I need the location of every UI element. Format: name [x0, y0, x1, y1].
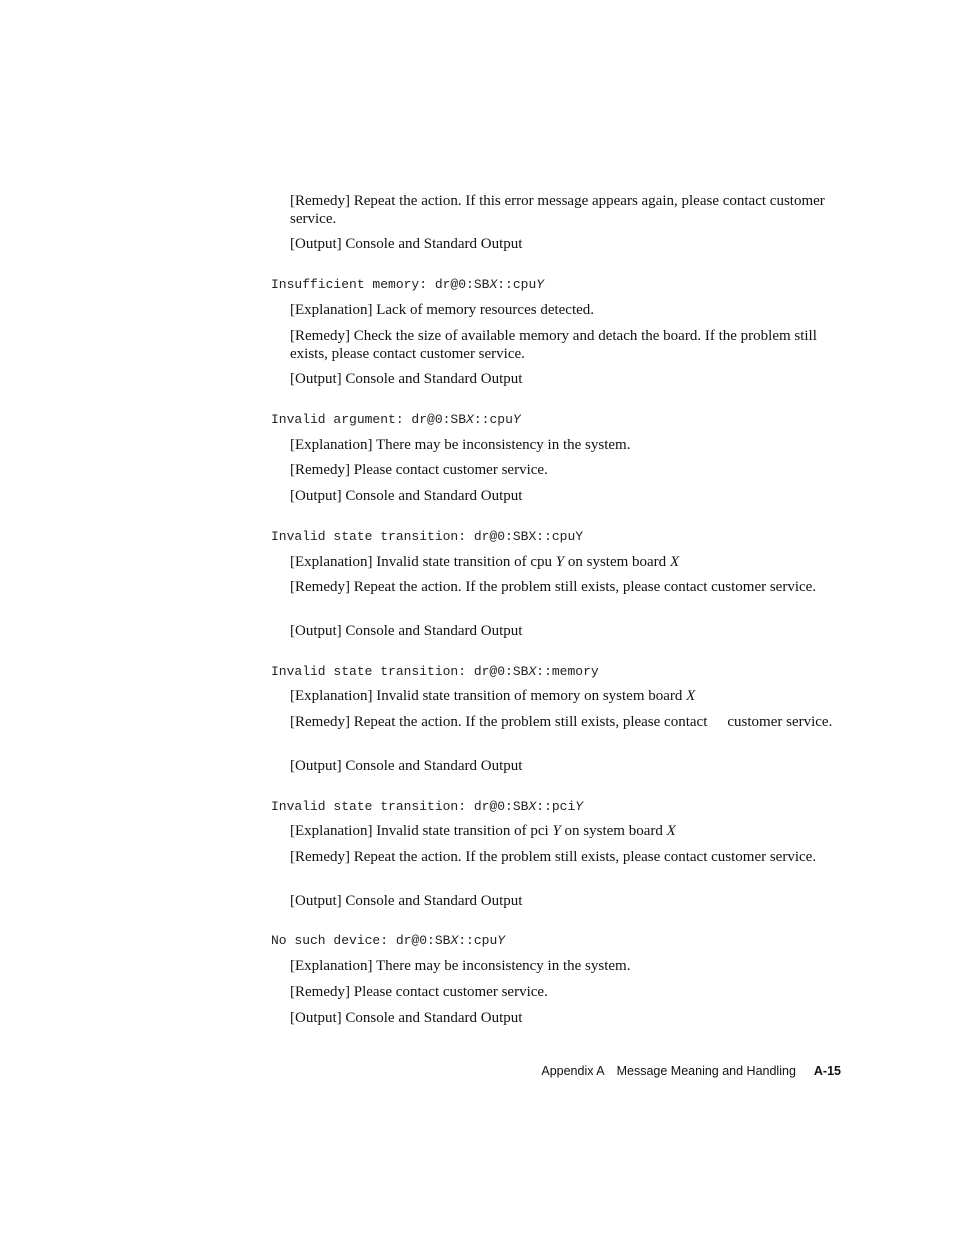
- message-output: [Output] Console and Standard Output: [290, 623, 523, 639]
- message-remedy: [Remedy] Please contact customer service.: [290, 462, 548, 478]
- message-remedy: [Remedy] Please contact customer service.: [290, 984, 548, 1000]
- message-heading: Invalid state transition: dr@0:SBX::cpuY: [271, 529, 584, 544]
- page-number: A-15: [813, 1064, 841, 1078]
- message-explanation: [Explanation] There may be inconsistency in the system.: [290, 958, 631, 974]
- message-output: [Output] Console and Standard Output: [290, 371, 523, 387]
- message-heading: Insufficient memory: dr@0:SBX::cpuY: [271, 277, 545, 292]
- message-heading: No such device: dr@0:SBX::cpuY: [271, 933, 506, 948]
- message-heading: Invalid state transition: dr@0:SBX::pciY: [271, 799, 584, 814]
- intro-remedy: [Remedy] Repeat the action. If this error message appears again, please contact customer service.: [290, 193, 825, 227]
- message-output: [Output] Console and Standard Output: [290, 488, 523, 504]
- footer-appendix: Appendix A: [541, 1064, 605, 1078]
- message-output: [Output] Console and Standard Output: [290, 893, 523, 909]
- intro-output: [Output] Console and Standard Output: [290, 236, 523, 252]
- message-explanation: [Explanation] Invalid state transition of memory on system board X: [290, 688, 696, 704]
- message-explanation: [Explanation] Invalid state transition of pci Y on system board X: [290, 823, 676, 839]
- message-remedy: [Remedy] Check the size of available memory and detach the board. If the problem still exists, please contact customer service.: [290, 328, 817, 362]
- message-remedy: [Remedy] Repeat the action. If the problem still exists, please contact customer service.: [290, 849, 817, 865]
- message-remedy: [Remedy] Repeat the action. If the problem still exists, please contact customer service.: [290, 579, 817, 595]
- message-output: [Output] Console and Standard Output: [290, 1010, 523, 1026]
- message-output: [Output] Console and Standard Output: [290, 758, 523, 774]
- footer-chapter-title: Message Meaning and Handling: [616, 1064, 796, 1078]
- message-explanation: [Explanation] Lack of memory resources detected.: [290, 302, 595, 318]
- page-footer: [541, 1063, 841, 1079]
- message-explanation: [Explanation] Invalid state transition of cpu Y on system board X: [290, 554, 680, 570]
- message-remedy: [Remedy] Repeat the action. If the problem still exists, please contact customer service.: [290, 714, 833, 730]
- message-explanation: [Explanation] There may be inconsistency in the system.: [290, 437, 631, 453]
- message-heading: Invalid state transition: dr@0:SBX::memory: [271, 664, 599, 679]
- message-heading: Invalid argument: dr@0:SBX::cpuY: [271, 412, 521, 427]
